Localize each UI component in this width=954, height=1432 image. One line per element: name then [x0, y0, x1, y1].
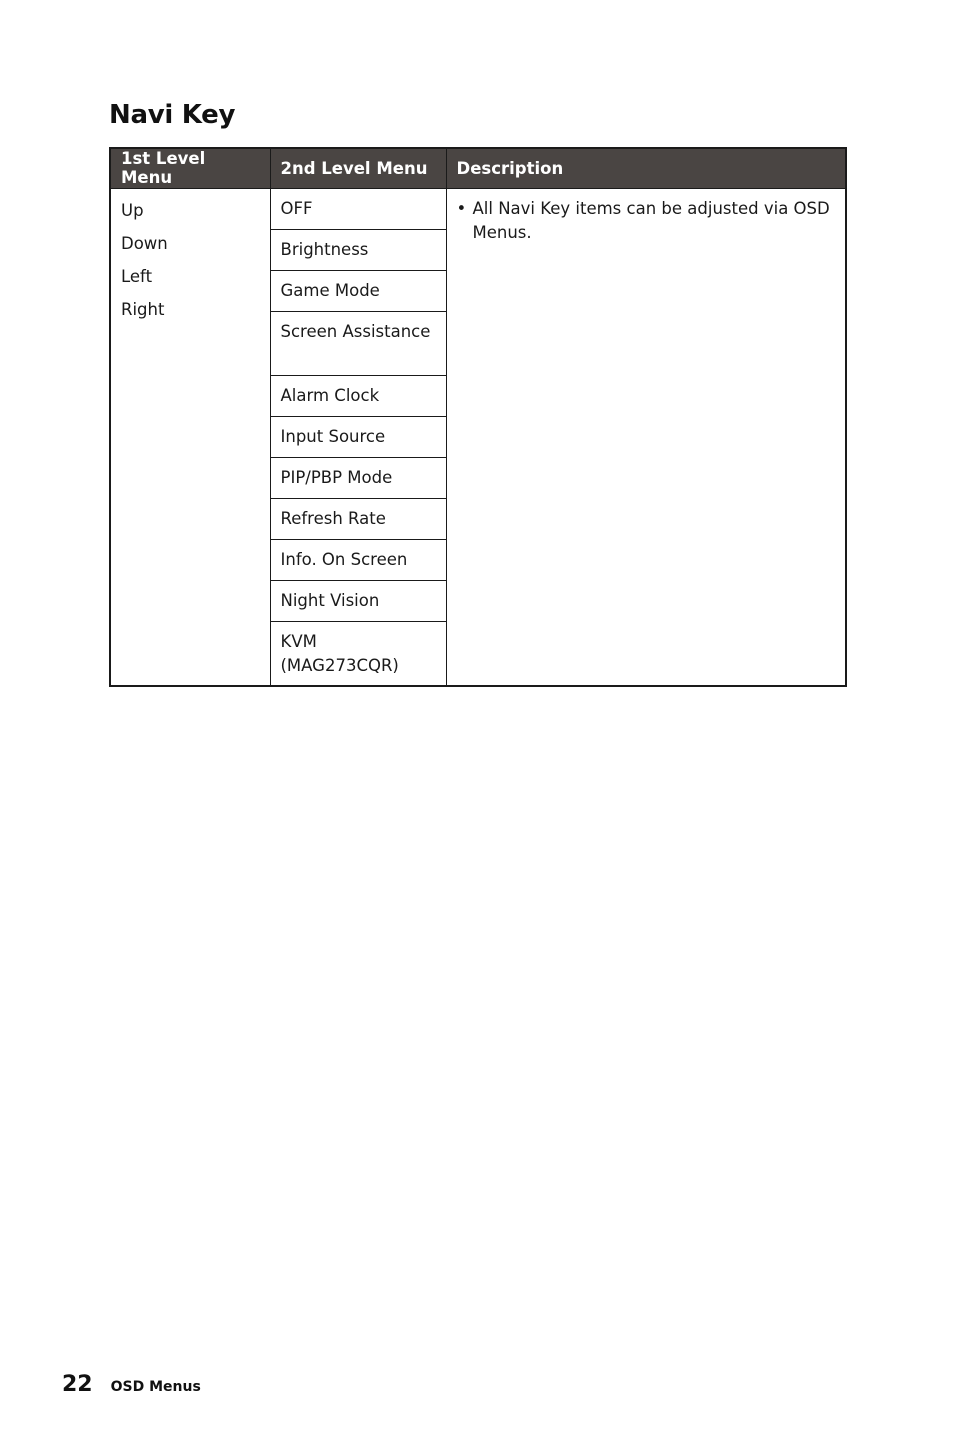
table-row	[110, 188, 846, 229]
bullet-icon: •	[456, 198, 467, 218]
description-text: All Navi Key items can be adjusted via OSD Menus.	[472, 198, 830, 242]
page-number: 22	[62, 1372, 93, 1397]
navi-key-table	[109, 147, 847, 687]
page-title: Navi Key	[109, 100, 236, 130]
level1-item-down: Down	[121, 233, 168, 253]
level2-item-off: OFF	[270, 188, 446, 229]
level1-item-right: Right	[121, 299, 165, 319]
footer-section-label: OSD Menus	[110, 1379, 201, 1395]
level2-item-input-source: Input Source	[270, 416, 446, 457]
level2-item-alarm-clock: Alarm Clock	[270, 375, 446, 416]
description-cell	[446, 188, 846, 686]
header-2nd-level-menu: 2nd Level Menu	[270, 148, 446, 188]
table-header-row	[110, 148, 846, 188]
level2-item-night-vision: Night Vision	[270, 580, 446, 621]
level2-item-info-on-screen: Info. On Screen	[270, 539, 446, 580]
level2-item-game-mode: Game Mode	[270, 270, 446, 311]
level2-item-screen-assistance: Screen Assistance	[270, 311, 446, 375]
level2-item-refresh-rate: Refresh Rate	[270, 498, 446, 539]
level1-menu-cell	[110, 188, 270, 686]
level2-item-kvm: KVM (MAG273CQR)	[270, 621, 446, 686]
level2-item-brightness: Brightness	[270, 229, 446, 270]
header-description: Description	[446, 148, 846, 188]
level1-item-left: Left	[121, 266, 153, 286]
header-1st-level-menu: 1st Level Menu	[110, 148, 270, 188]
page-footer	[62, 1372, 201, 1397]
level1-item-up: Up	[121, 200, 144, 220]
level2-item-pip-pbp-mode: PIP/PBP Mode	[270, 457, 446, 498]
description-bullet-item	[457, 197, 836, 245]
